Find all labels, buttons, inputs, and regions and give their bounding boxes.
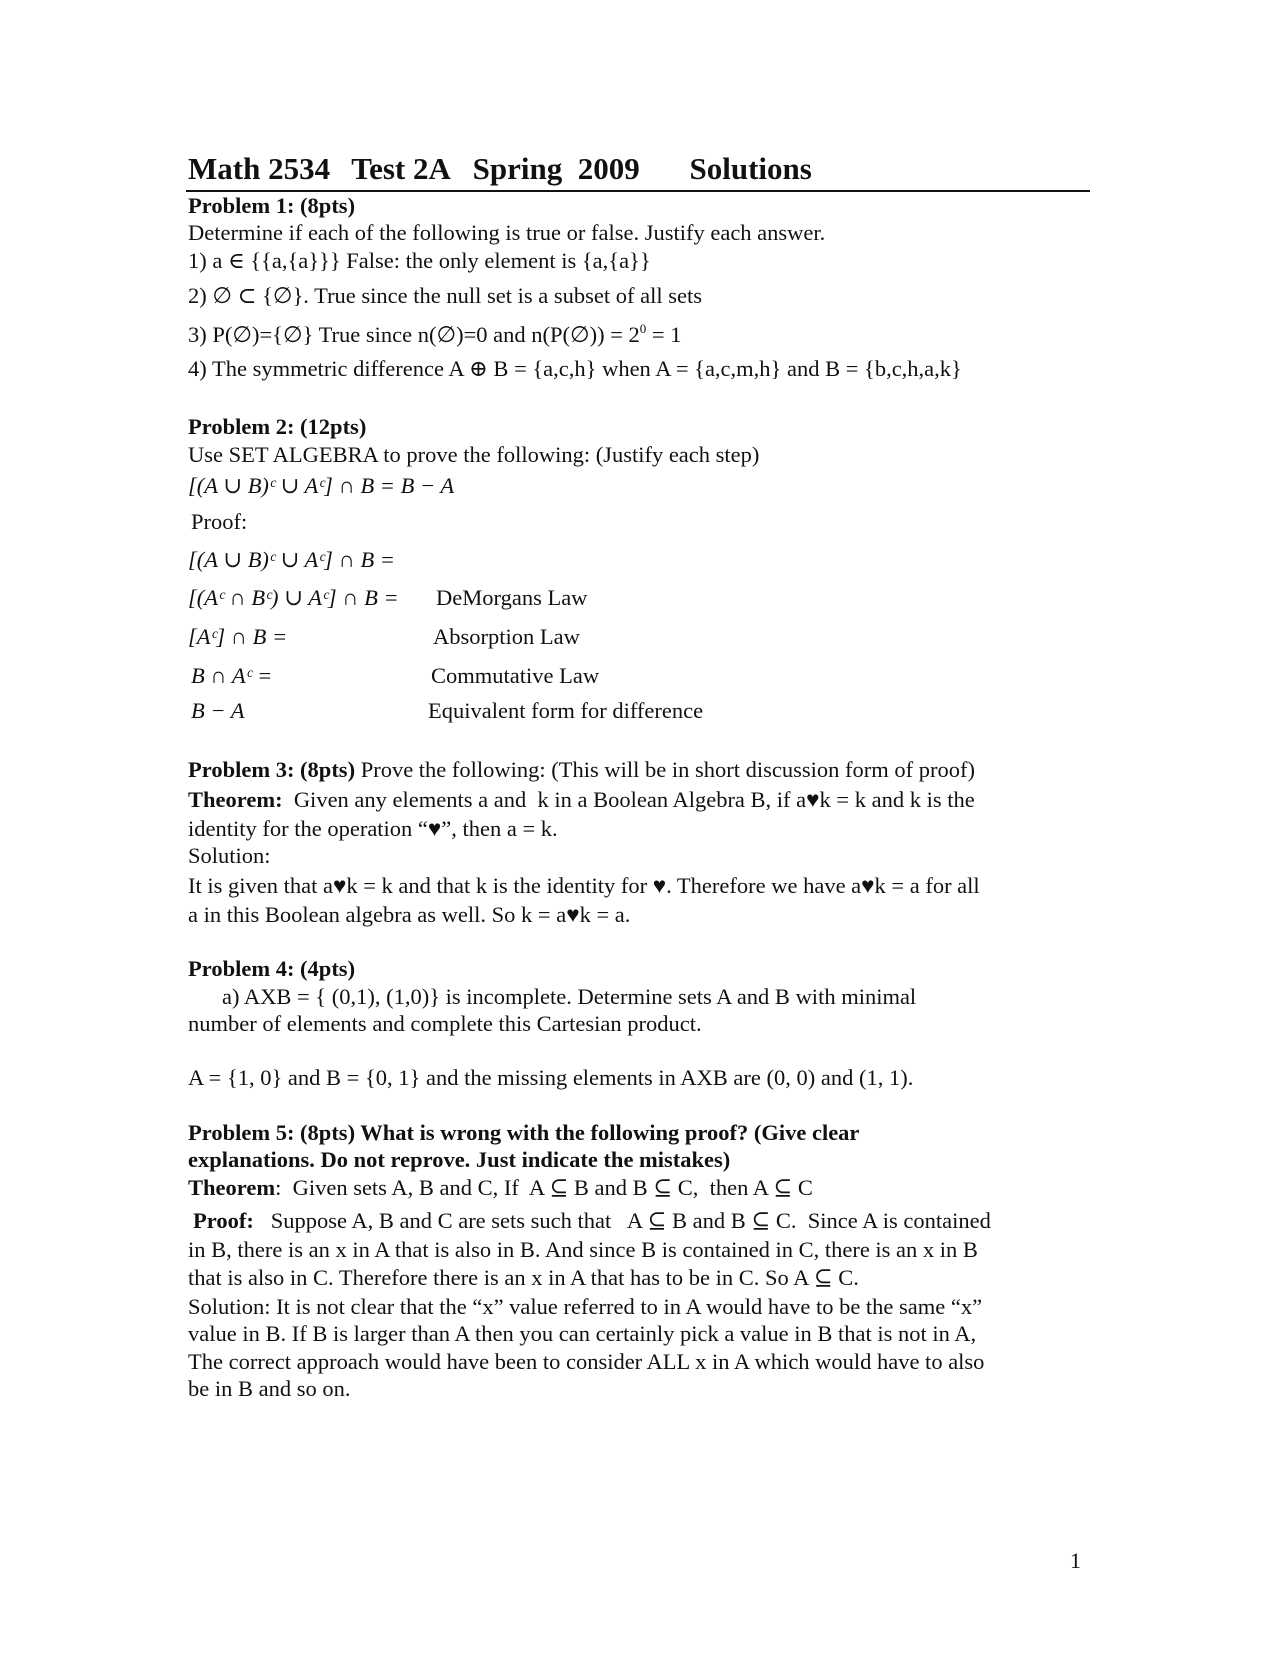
- problem-3-theorem: [188, 786, 975, 814]
- problem-5-heading-line-1: Problem 5: (8pts) What is wrong with the following proof? (Give clear: [188, 1120, 860, 1145]
- problem-1-item-4: 4) The symmetric difference A ⊕ B = {a,c,h} when A = {a,c,m,h} and B = {b,c,h,a,k}: [188, 356, 962, 381]
- problem-1-item-2: 2) ∅ ⊂ {∅}. True since the null set is a subset of all sets: [188, 283, 702, 308]
- proof-step-3: [Aᶜ] ∩ B =: [188, 624, 288, 649]
- proof-step-1: [(A ∪ B)ᶜ ∪ Aᶜ] ∩ B =: [188, 547, 395, 572]
- proof-step-4: B ∩ Aᶜ =: [191, 663, 273, 688]
- theorem-text: : Given sets A, B and C, If A ⊆ B and B ⊆ C, then A ⊆ C: [275, 1175, 813, 1200]
- problem-1-heading: Problem 1: (8pts): [188, 193, 356, 218]
- course-number: Math 2534: [188, 151, 331, 186]
- problem-5-solution-line-4: be in B and so on.: [188, 1376, 351, 1401]
- problem-5-heading-line-2: explanations. Do not reprove. Just indicate the mistakes): [188, 1147, 731, 1172]
- proof-reason-4: Commutative Law: [431, 663, 600, 688]
- problem-5-theorem: [188, 1174, 813, 1202]
- page-number: 1: [1070, 1548, 1081, 1573]
- problem-1-intro: Determine if each of the following is true or false. Justify each answer.: [188, 220, 826, 245]
- problem-5-solution-line-1: Solution: It is not clear that the “x” value referred to in A would have to be the same “x”: [188, 1294, 983, 1319]
- problem-4-part-a-line-2: number of elements and complete this Cartesian product.: [188, 1011, 702, 1036]
- problem-2-intro: Use SET ALGEBRA to prove the following: (Justify each step): [188, 442, 760, 467]
- problem-4-answer: A = {1, 0} and B = {0, 1} and the missing elements in AXB are (0, 0) and (1, 1).: [188, 1065, 914, 1090]
- proof-label: Proof:: [191, 509, 248, 534]
- problem-2-statement: [(A ∪ B)ᶜ ∪ Aᶜ] ∩ B = B − A: [188, 473, 455, 498]
- proof-label: Proof:: [193, 1208, 254, 1233]
- proof-reason-5: Equivalent form for difference: [428, 698, 704, 723]
- problem-4-part-a-line-1: a) AXB = { (0,1), (1,0)} is incomplete. Determine sets A and B with minimal: [222, 984, 917, 1009]
- proof-step-2: [(Aᶜ ∩ Bᶜ) ∪ Aᶜ] ∩ B =: [188, 585, 399, 610]
- proof-reason-2: DeMorgans Law: [436, 585, 588, 610]
- theorem-text: Given any elements a and k in a Boolean Algebra B, if a♥k = k and k is the: [282, 787, 975, 812]
- problem-5-proof-line-1: [193, 1207, 991, 1235]
- problem-5-proof-line-2: in B, there is an x in A that is also in B. And since B is contained in C, there is an x in B: [188, 1237, 978, 1262]
- problem-3-title: Problem 3: (8pts): [188, 757, 356, 782]
- problem-5-solution-line-3: The correct approach would have been to consider ALL x in A which would have to also: [188, 1349, 985, 1374]
- problem-4-heading: Problem 4: (4pts): [188, 956, 356, 981]
- theorem-label: Theorem: [188, 1175, 276, 1200]
- proof-step-5: B − A: [191, 698, 245, 723]
- test-name: Test 2A: [351, 151, 451, 186]
- solutions-label: Solutions: [689, 151, 812, 186]
- item-3-text: 3) P(∅)={∅} True since n(∅)=0 and n(P(∅)) = 2: [188, 322, 640, 347]
- problem-1-item-1: 1) a ∈ {{a,{a}}} False: the only element is {a,{a}}: [188, 248, 651, 273]
- problem-3-solution-line-1: It is given that a♥k = k and that k is the identity for ♥. Therefore we have a♥k = a for all: [188, 873, 980, 898]
- problem-2-heading: Problem 2: (12pts): [188, 414, 367, 439]
- problem-3-theorem-line-2: identity for the operation “♥”, then a = k.: [188, 816, 558, 841]
- page-title: [188, 150, 826, 188]
- problem-3-solution-line-2: a in this Boolean algebra as well. So k = a♥k = a.: [188, 902, 631, 927]
- term: Spring 2009: [472, 151, 640, 186]
- proof-text: Suppose A, B and C are sets such that A ⊆ B and B ⊆ C. Since A is contained: [253, 1208, 991, 1233]
- problem-5-proof-line-3: that is also in C. Therefore there is an x in A that has to be in C. So A ⊆ C.: [188, 1265, 859, 1290]
- theorem-label: Theorem:: [188, 787, 283, 812]
- proof-reason-3: Absorption Law: [433, 624, 580, 649]
- item-3-result: = 1: [646, 322, 682, 347]
- problem-5-solution-line-2: value in B. If B is larger than A then you can certainly pick a value in B that is not in A,: [188, 1321, 977, 1346]
- problem-1-item-3: [188, 321, 681, 349]
- problem-3-heading: [188, 756, 975, 784]
- problem-3-instruction: Prove the following: (This will be in short discussion form of proof): [355, 757, 975, 782]
- item-3-exponent: 0: [639, 321, 647, 336]
- problem-3-solution-label: Solution:: [188, 843, 271, 868]
